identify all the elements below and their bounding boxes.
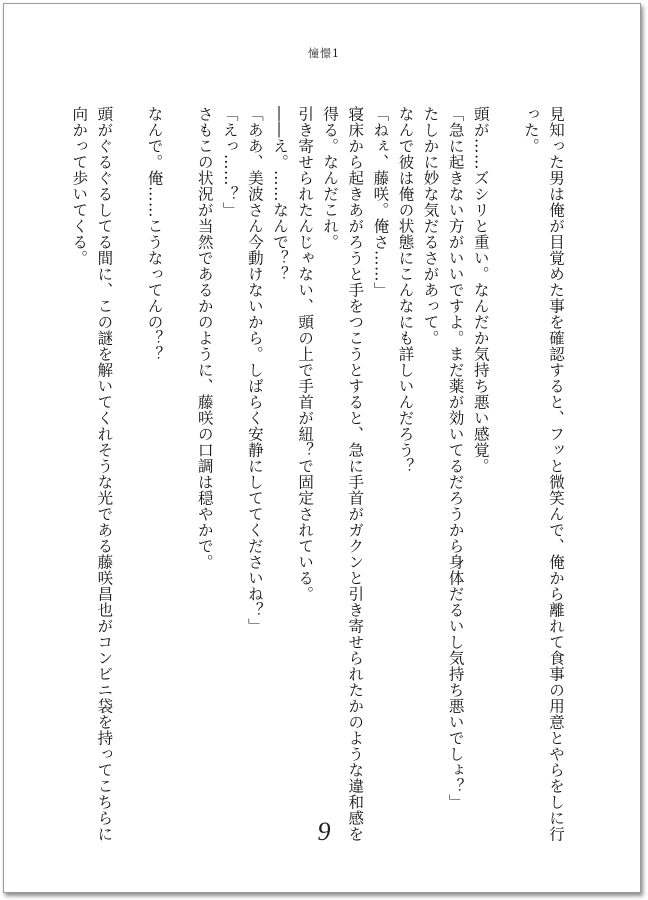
text-line: 頭がぐるぐるしてる間に、この謎を解いてくれそうな光である藤咲昌也がコンビニ袋を持ってこちらに (95, 106, 114, 842)
running-head: 憧憬1 (308, 47, 340, 60)
text-line: ――え。……なんで？？ (270, 106, 289, 282)
text-line: なんで彼は俺の状態にこんなにも詳しいんだろう？ (396, 106, 415, 474)
text-line: 向かって歩いてくる。 (70, 106, 89, 266)
text-line (493, 106, 518, 836)
text-line: 見知った男は俺が目覚めた事を確認すると、フッと微笑んで、俺から離れて食事の用意とやらをしに行 (547, 106, 565, 842)
text-line: さもこの状況が当然であるかのように、藤咲の口調は穏やかで。 (195, 106, 214, 570)
text-line: 引き寄せられたんじゃない、頭の上で手首が紐？で固定されている。 (296, 106, 315, 602)
text-line: 寝床から起きあがろうと手をつこうとすると、急に手首がガクンと引き寄せられたかのような違和感を (346, 106, 365, 842)
text-line (116, 106, 141, 836)
text-line: 頭が……ズシリと重い。なんだか気持ち悪い感覚。 (471, 106, 490, 474)
text-line: 「ねぇ、藤咲。俺さ……」 (371, 106, 390, 298)
text-line: 「ああ、美波さん今動けないから。しばらく安静にしててくださいね？」 (245, 106, 264, 634)
text-line: った。 (521, 106, 540, 154)
text-line: 得る。なんだこれ。 (321, 106, 340, 250)
text-line: 「えっ……？」 (220, 106, 239, 218)
text-line: なんで。俺……こうなってんの？？ (145, 106, 164, 362)
page-number: 9 (317, 817, 331, 846)
text-line: 「急に起きない方がいいですよ。まだ薬が効いてるだろうから身体だるいし気持ち悪いでしょ？」 (446, 106, 465, 810)
body-text (66, 106, 568, 842)
text-line (167, 106, 192, 836)
text-line: たしかに妙な気だるさがあって。 (421, 106, 440, 346)
